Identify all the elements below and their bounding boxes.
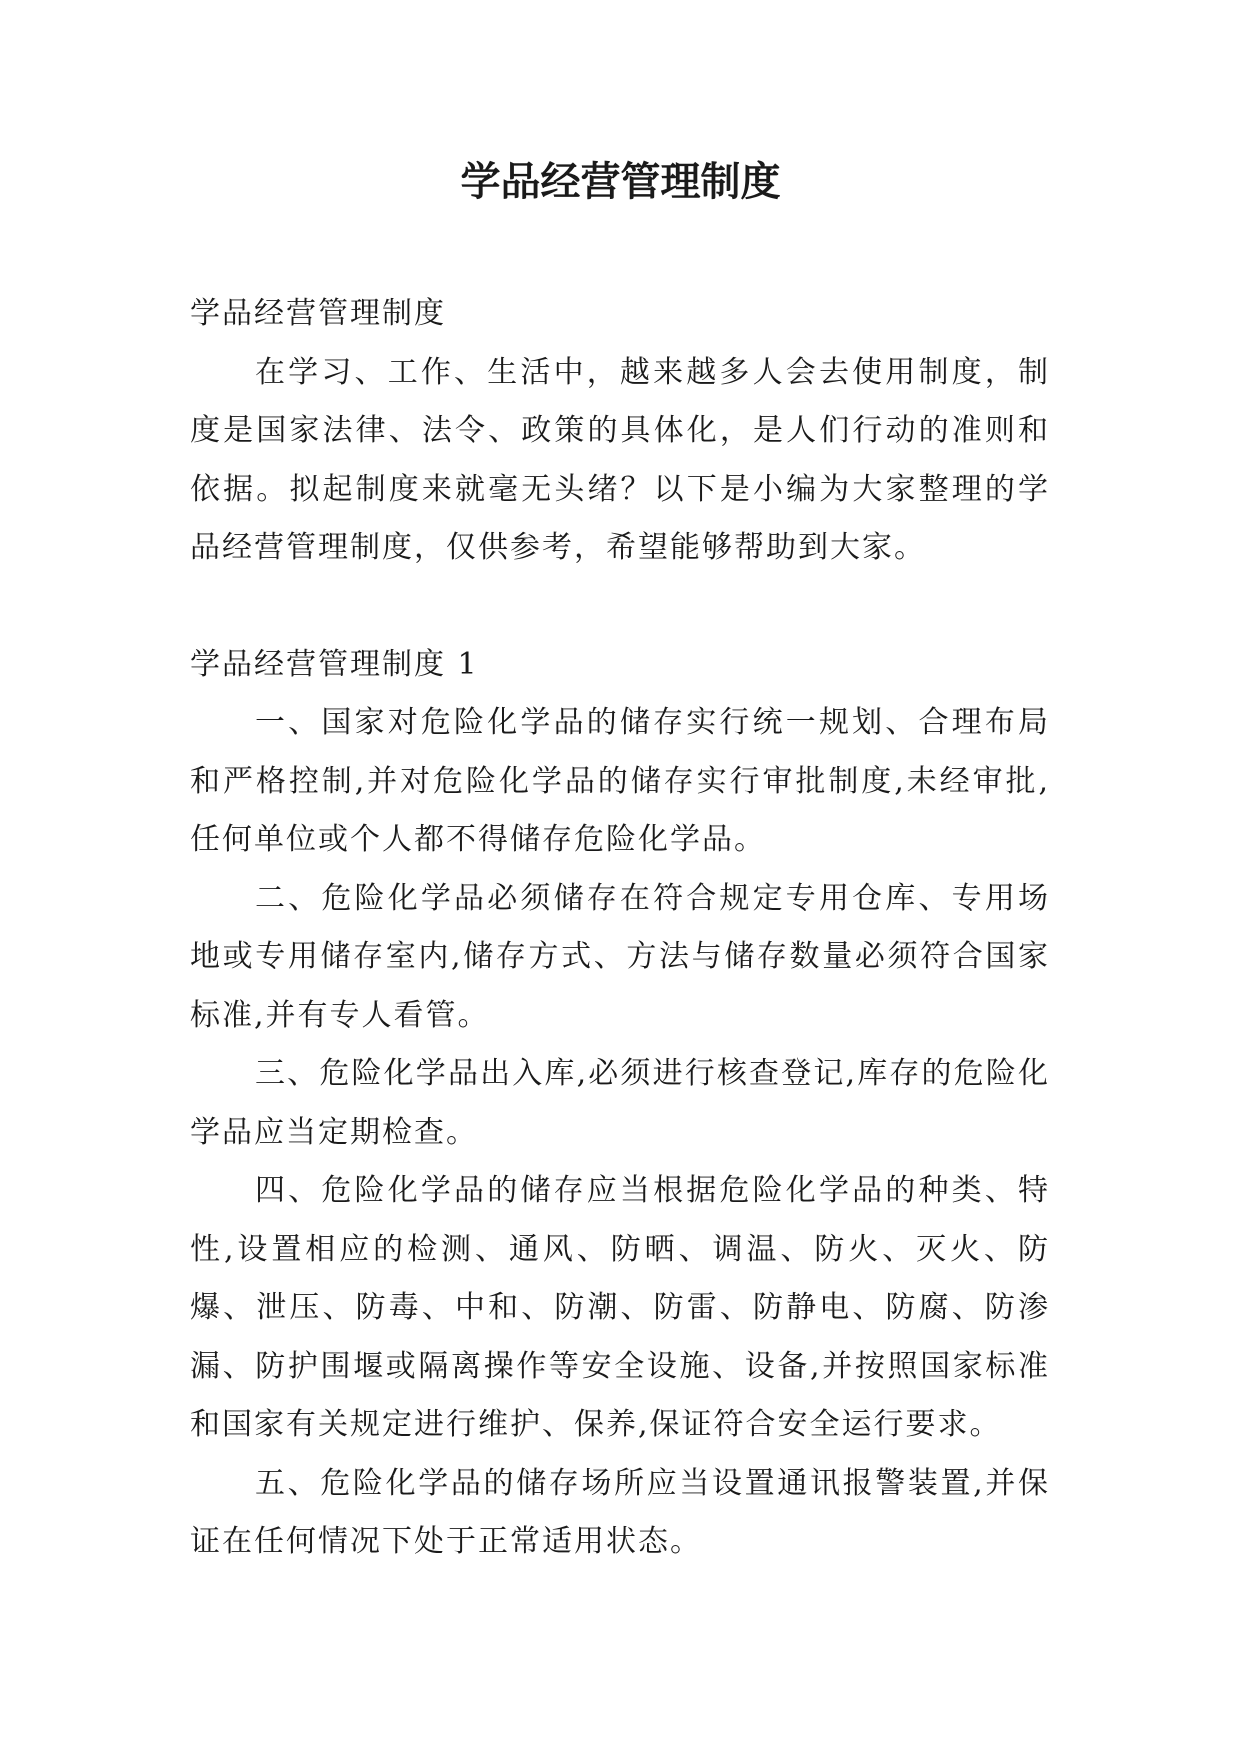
section-spacer: [190, 578, 1050, 636]
section-paragraph-2: 二、危险化学品必须储存在符合规定专用仓库、专用场地或专用储存室内,储存方式、方法与储存数量必须符合国家标准,并有专人看管。: [190, 880, 1050, 1033]
document-title: 学品经营管理制度: [460, 159, 781, 205]
intro-paragraph: 在学习、工作、生活中，越来越多人会去使用制度，制度是国家法律、法令、政策的具体化，是人们行动的准则和依据。拟起制度来就毫无头绪？以下是小编为大家整理的学品经营管理制度，仅供参考，希望能够帮助到大家。: [190, 354, 1050, 565]
section-paragraph-3: 三、危险化学品出入库,必须进行核查登记,库存的危险化学品应当定期检查。: [190, 1056, 1050, 1150]
section-paragraph-5: 五、危险化学品的储存场所应当设置通讯报警装置,并保证在任何情况下处于正常适用状态。: [190, 1465, 1050, 1559]
section-paragraph-1: 一、国家对危险化学品的储存实行统一规划、合理布局和严格控制,并对危险化学品的储存实行审批制度,未经审批,任何单位或个人都不得储存危险化学品。: [190, 705, 1050, 857]
document-body: [190, 285, 1050, 1572]
intro-heading: 学品经营管理制度: [190, 296, 446, 331]
section-paragraph-4: 四、危险化学品的储存应当根据危险化学品的种类、特性,设置相应的检测、通风、防晒、调温、防火、灭火、防爆、泄压、防毒、中和、防潮、防雷、防静电、防腐、防渗漏、防护围堰或隔离操作等安全设施、设备,并按照国家标准和国家有关规定进行维护、保养,保证符合安全运行要求。: [190, 1173, 1050, 1442]
section-heading: 学品经营管理制度 1: [190, 646, 479, 682]
